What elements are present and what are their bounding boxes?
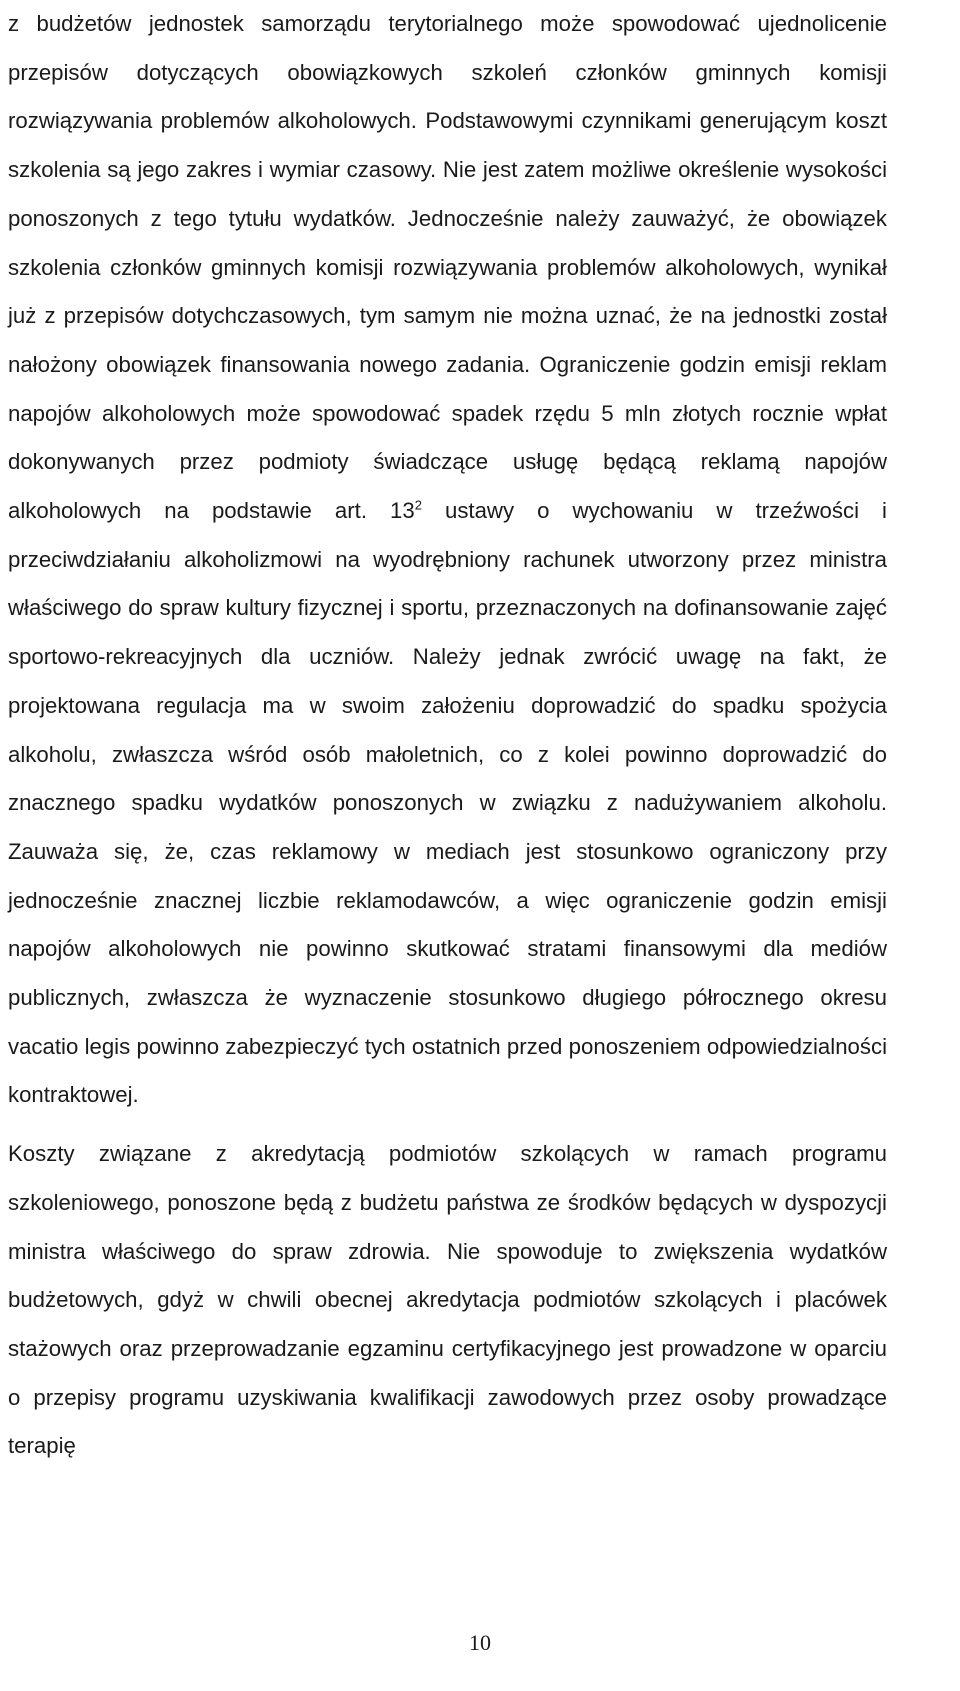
paragraph-spacer	[8, 1120, 887, 1130]
page-number: 10	[469, 1630, 491, 1655]
paragraph-1-continuation: ustawy o wychowaniu w trzeźwości i przeciwdziałaniu alkoholizmowi na wyodrębniony rachunek utworzony przez ministra właściwego do spraw kultury fizycznej i sportu, przeznaczonych na dofinansowanie zajęć sportowo-rekreacyjnych dla uczniów. Należy jednak zwrócić uwagę na fakt, że projektowana regulacja ma w swoim założeniu doprowadzić do spadku spożycia alkoholu, zwłaszcza wśród osób małoletnich, co z kolei powinno doprowadzić do znacznego spadku wydatków ponoszonych w związku z nadużywaniem alkoholu. Zauważa się, że, czas reklamowy w mediach jest stosunkowo ograniczony przy jednocześnie znacznej liczbie reklamodawców, a więc ograniczenie godzin emisji napojów alkoholowych nie powinno skutkować stratami finansowymi dla mediów publicznych, zwłaszcza że wyznaczenie stosunkowo długiego półrocznego okresu vacatio legis powinno zabezpieczyć tych ostatnich przed ponoszeniem odpowiedzialności kontraktowej.	[8, 498, 887, 1108]
paragraph-1	[8, 0, 887, 1120]
article-number: $13^2$	[390, 497, 422, 524]
paragraph-1-text: z budżetów jednostek samorządu terytorialnego może spowodować ujednolicenie przepisów dotyczących obowiązkowych szkoleń członków gminnych komisji rozwiązywania problemów alkoholowych. Podstawowymi czynnikami generującym koszt szkolenia są jego zakres i wymiar czasowy. Nie jest zatem możliwe określenie wysokości ponoszonych z tego tytułu wydatków. Jednocześnie należy zauważyć, że obowiązek szkolenia członków gminnych komisji rozwiązywania problemów alkoholowych, wynikał już z przepisów dotychczasowych, tym samym nie można uznać, że na jednostki został nałożony obowiązek finansowania nowego zadania. Ograniczenie godzin emisji reklam napojów alkoholowych może spowodować spadek rzędu 5 mln złotych rocznie wpłat dokonywanych przez podmioty świadczące usługę będącą reklamą napojów alkoholowych na podstawie art.	[8, 11, 887, 524]
paragraph-2: Koszty związane z akredytacją podmiotów szkolących w ramach programu szkoleniowego, ponoszone będą z budżetu państwa ze środków będących w dyspozycji ministra właściwego do spraw zdrowia. Nie spowoduje to zwiększenia wydatków budżetowych, gdyż w chwili obecnej akredytacja podmiotów szkolących i placówek stażowych oraz przeprowadzanie egzaminu certyfikacyjnego jest prowadzone w oparciu o przepisy programu uzyskiwania kwalifikacji zawodowych przez osoby prowadzące terapię	[8, 1141, 887, 1459]
document-body	[8, 0, 887, 1471]
article-superscript: 2	[414, 497, 422, 513]
